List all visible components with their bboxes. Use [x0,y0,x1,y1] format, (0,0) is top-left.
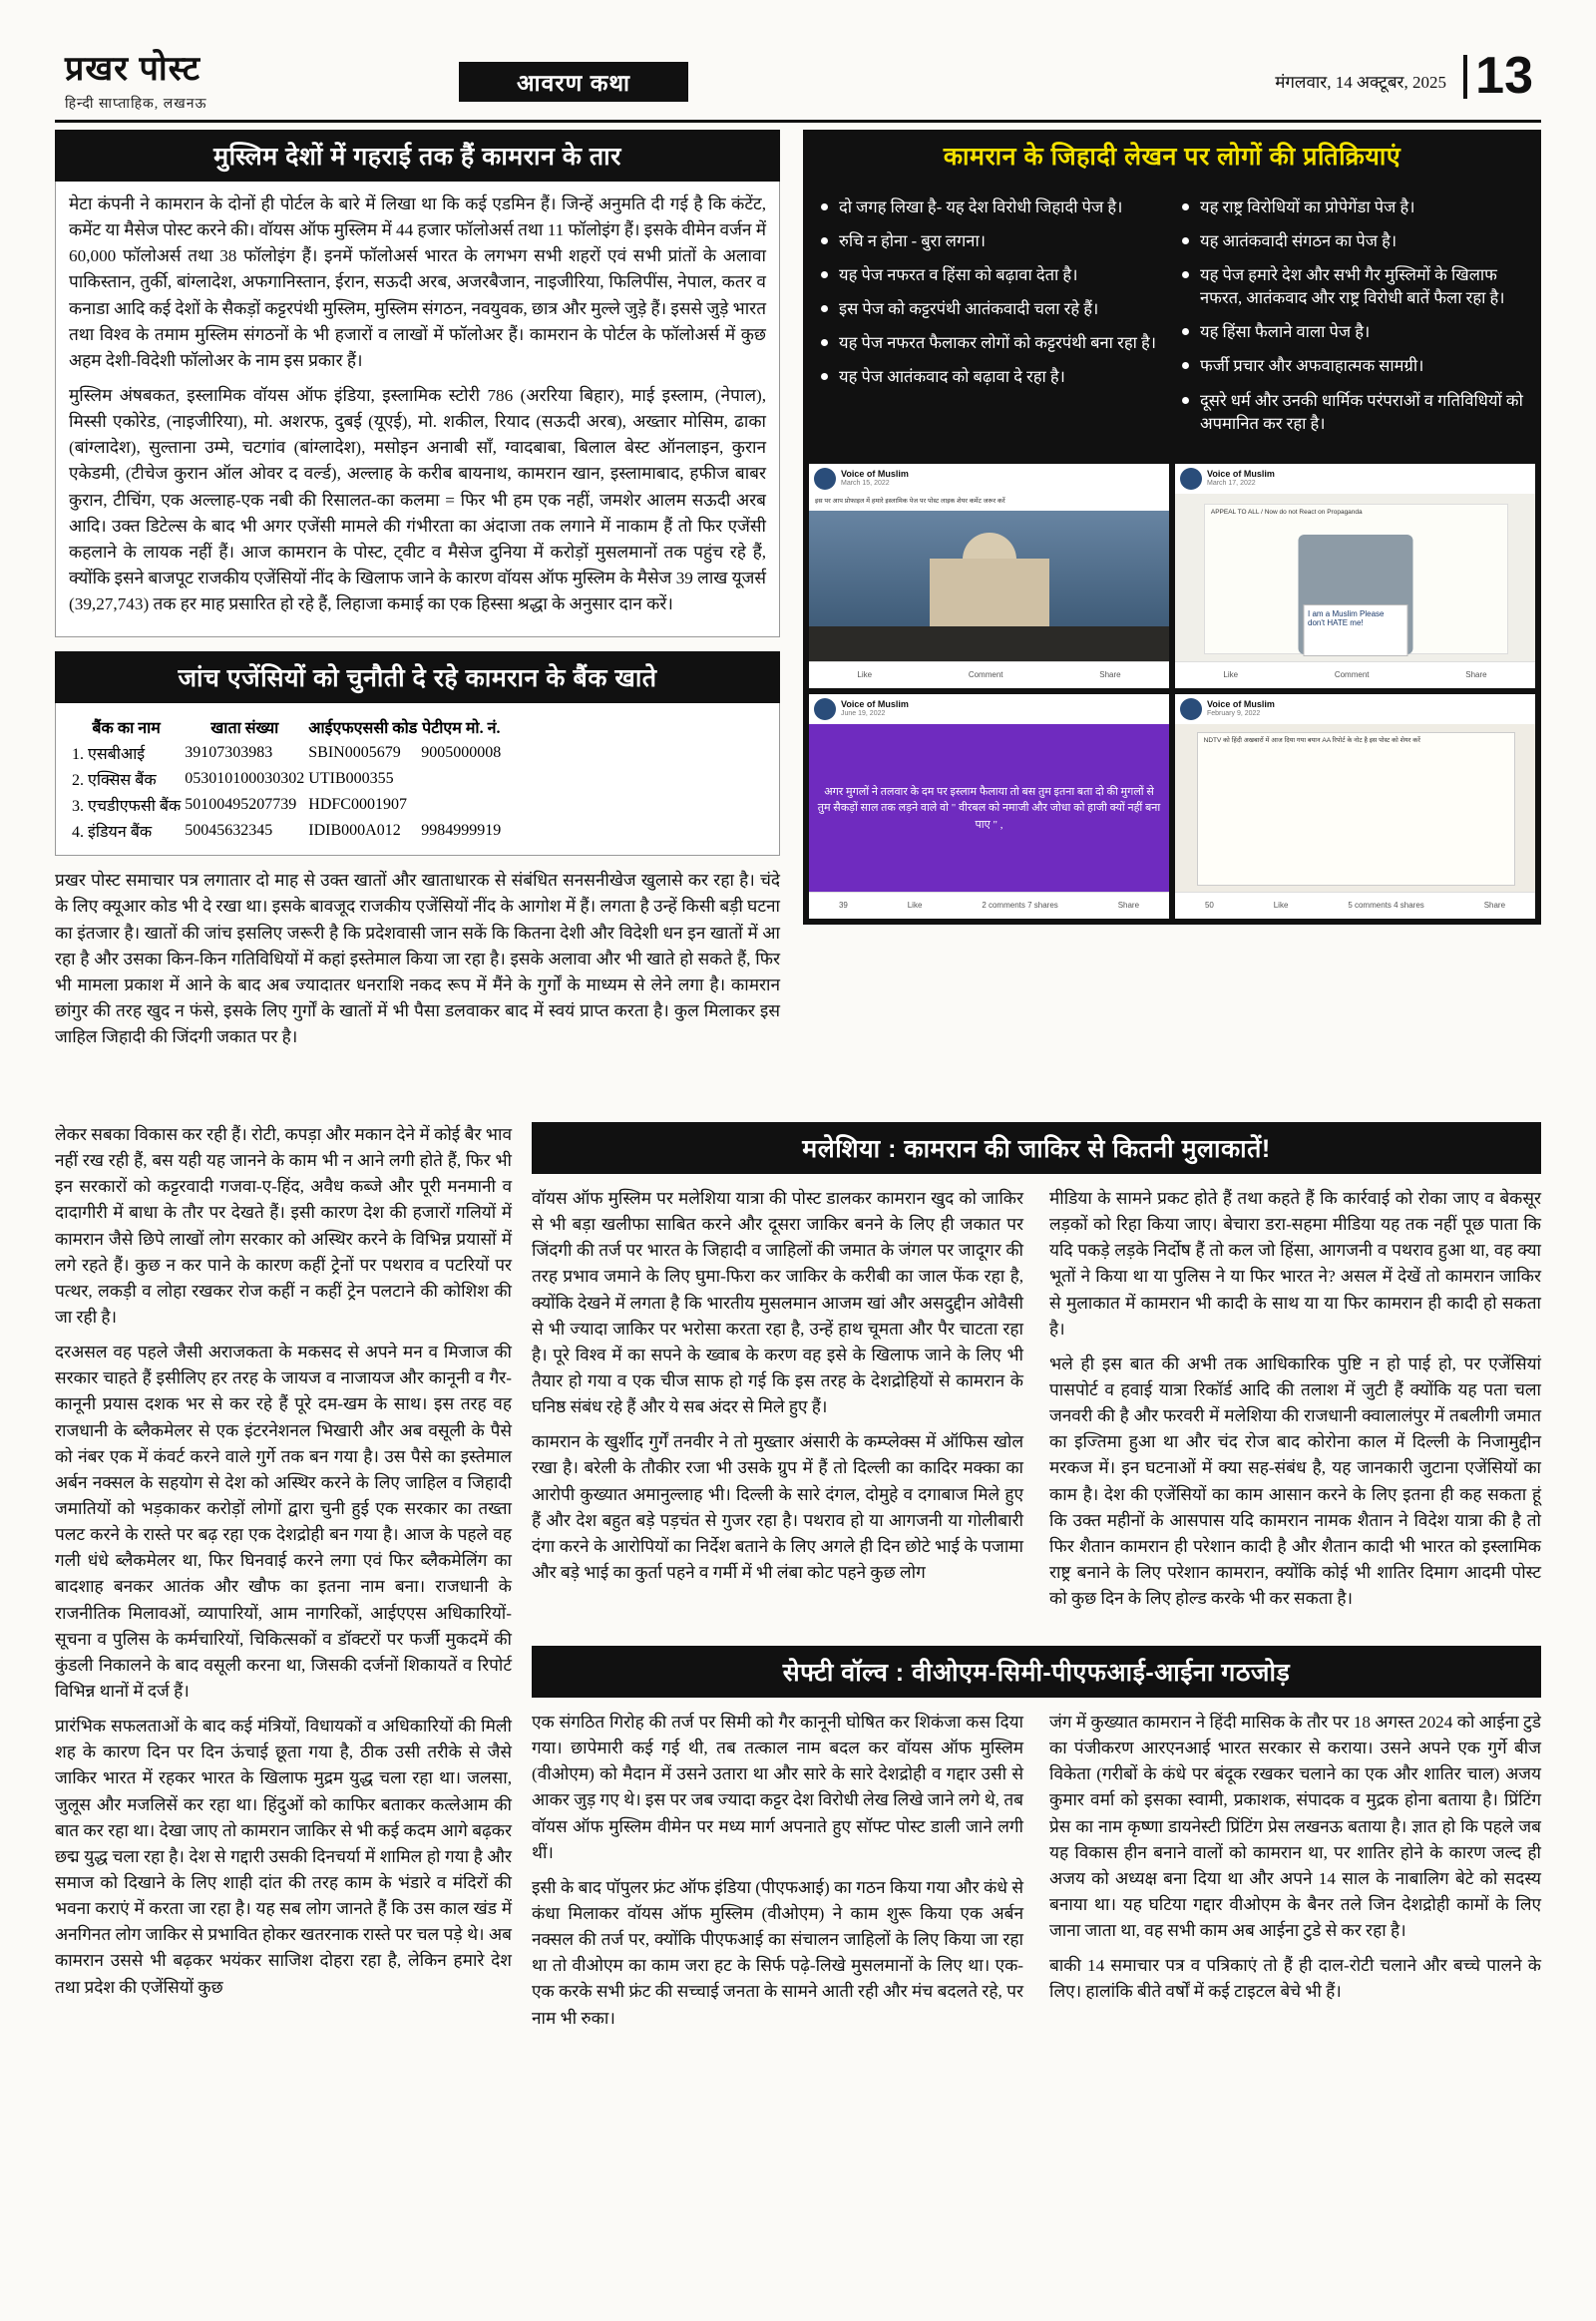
mosque-building [930,559,1049,628]
article1-para-1: मेटा कंपनी ने कामरान के दोनों ही पोर्टल के बारे में लिखा था कि कई एडमिन हैं। जिन्हें अनुमति दी गई है कि कंटेंट, कमेंट या मैसेज पोस्ट करने की। वॉयस ऑफ मुस्लिम में 44 हजार फॉलोअर्स तथा 11 फॉलोइंग हैं। इसके वीमेन वर्जन में 60,000 फॉलोअर्स तथा 38 फॉलोइंग हैं। इनमें फॉलोअर्स भारत के लगभग सभी शहरों एवं सभी प्रांतों के अलावा पाकिस्तान, तुर्की, बांग्लादेश, अफगानिस्तान, ईरान, सऊदी अरब, अजरबैजान, नाइजीरिया, फिलिपींस, नेपाल, कतर व कनाडा आदि कई देशों के सैकड़ों कट्टरपंथी मुस्लिम, मुस्लिम संगठन, नवयुवक, छात्र और मुल्ले जुड़े हैं। इससे जुड़े भारत तथा विश्व के तमाम मुस्लिम संगठनों के भी हजारों व लाखों में फॉलोअर हैं। कामरान के पोर्टल के फॉलोअर्स में कुछ अहम देशी-विदेशी फॉलोअर के नाम इस प्रकार हैं। [69,194,766,370]
left-continued-column [55,1122,512,2010]
table-row [71,741,502,765]
article2-para: प्रखर पोस्ट समाचार पत्र लगातार दो माह से उक्त खातों और खाताधारक से संबंधित सनसनीखेज खुलासे कर रहा है। चंदे के लिए क्यूआर कोड भी दे रखा था। इसके बावजूद राजकीय एजेंसियों नींद के आगोश में हैं। लगता है उन्हें किसी बड़ी घटना का इंतजार है। खातों की जांच इसलिए जरूरी है कि प्रदेशवासी जान सकें कि कितना देशी और विदेशी धन इन खातों में आ रहा है और उसका किन-किन गतिविधियों में कहां इस्तेमाल किया जा रहा है। इसके अलावा और भी खाते हो सकते हैं, फिर भी मामला प्रकाश में आने के बाद अब ज्यादातर धनराशि नकद रूप में मैंने के गुर्गों के माध्यम से लेने लगा है। कामरान छांगुर की तरह खुद न फंसे, इसके लिए गुर्गों के खातों में भी पैसा डलवाकर बाद में स्वयं प्राप्त करता है। कुल मिलाकर इस जाहिल जिहादी की जिंदगी जकात पर है। [55,871,780,1047]
table-row [71,793,502,817]
th-ifsc: आईएफएससी कोड [308,720,418,738]
cell-account: 50100495207739 [185,796,297,814]
like-button[interactable]: Like [857,670,873,680]
cell-paytm: 9005000008 [421,744,502,762]
avatar [1180,698,1202,720]
article4-para-3: जंग में कुख्यात कामरान ने हिंदी मासिक के तौर पर 18 अगस्त 2024 को आईना टुडे का पंजीकरण आरएनआई भारत सरकार से कराया। उसने अपने एक गुर्गे बीज विकेता (गरीबों के कंधे पर बंदूक रखकर चलाने का एक और शातिर चाल) अजय कुमार वर्मा को इसका स्वामी, प्रकाशक, संपादक व मुद्रक होना बताया है। प्रिंटिंग प्रेस का नाम कृष्णा डायनेस्टी प्रिंटिंग प्रेस लखनऊ बताया है। ज्ञात हो कि पहले जब यह विकास हीन बनाने वालों को कामरान था, पर शातिर होने के कारण जल्द ही अजय को अध्यक्ष बना दिया था और अपने 14 साल के नाबालिग बेटे को सदस्य बनाया था। यह घटिया गद्दार वीओएम के बैनर तले जिन देशद्रोही कामों के लिए जाना जाता था, वह सभी काम अब आईना टुडे से कर रहा है। [1049,1713,1541,1941]
article2-headline: जांच एजेंसियों को चुनौती दे रहे कामरान के बैंक खाते [55,651,780,703]
article4-para-4: बाकी 14 समाचार पत्र व पत्रिकाएं तो हैं ही दाल-रोटी चलाने और बच्चे पालने के लिए। हालांकि बीते वर्षों में कई टाइटल बेचे भी हैं। [1049,1956,1541,2002]
sign-text: I am a Muslim Please don't HATE me! [1303,604,1407,656]
list-item: यह पेज हमारे देश और सभी गैर मुस्लिमों के खिलाफ नफरत, आतंकवाद और राष्ट्र विरोधी बातें फैला रहा है। [1180,263,1525,309]
cell-account: 39107303983 [185,744,273,762]
th-paytm: पेटीएम मो. नं. [422,720,501,738]
share-button[interactable]: Share [1099,670,1121,680]
avatar [814,468,836,490]
cell-bank: 4. इंडियन बैंक [72,824,153,842]
post-image [1175,724,1535,893]
list-item: दूसरे धर्म और उनकी धार्मिक परंपराओं व गतिविधियों को अपमानित कर रहा है। [1180,389,1525,435]
article1-headline: मुस्लिम देशों में गहराई तक हैं कामरान के तार [55,130,780,182]
cell-paytm: 9984999919 [421,822,502,840]
share-button[interactable]: Share [1117,901,1140,911]
cont-para-2: दरअसल वह पहले जैसी अराजकता के मकसद से अपने मन व मिजाज की सरकार चाहते हैं इसीलिए हर तरह के जायज व नाजायज और कानूनी व गैर-कानूनी प्रयास दशक भर से कर रहे हैं पूरे दम-खम के साथ। इस तरह वह राजधानी के ब्लैकमेलर से एक इंटरनेशनल भिखारी और अब वसूली के पैसे को नंबर एक में कंवर्ट करने वाले गुर्गे तक बन गया है। उस पैसे का इस्तेमाल अर्बन नक्सल के सहयोग से देश को अस्थिर करने के लिए जाहिल व जिहादी जमातियों को भड़काकर करोड़ों लोगों द्वारा चुनी हुई एक सरकार का तख्ता पलट करने के रास्ते पर बढ़ रहा एक देशद्रोही बन गया है। आज के पहले वह गली धंधे ब्लैकमेलर था, फिर घिनवाई करने लगा एवं फिर ब्लैकमेलिंग का बादशाह बनकर आतंक और खौफ का इतना नाम बना। राजधानी के राजनीतिक मिलावओं, व्यापारियों, आम नागरिकों, आईएएस अधिकारियों- सूचना व पुलिस के कर्मचारियों, चिकित्सकों व डॉक्टरों पर फर्जी मुकदमें की कुंडली निकालने के बाद वसूली करना था, जिसकी दर्जनों शिकायतें व रिपोर्ट विभिन्न थानों में दर्ज हैं। [55,1343,512,1701]
list-item: यह पेज नफरत व हिंसा को बढ़ावा देता है। [819,263,1164,286]
article4-body [532,1710,1541,2041]
post-caption: इस पर आप प्रोफाइल में हमारे इस्लामिक पेज पर पोस्ट लाइक शेयर कमेंट जरूर करें [809,494,1169,511]
article3-para-2: कामरान के खुर्शीद गुर्गें तनवीर ने तो मुख्तार अंसारी के कम्प्लेक्स में ऑफिस खोल रखा है। बरेली के तौकीर रजा भी उसके ग्रुप में हैं तो दिल्ली का कादिर मक्का का आरोपी कुख्यात अमानुल्लाह भी। दिल्ली के सारे दंगल, दोमुहे व दगाबाज मिले हुए हैं और देश बहुत बड़े पड़चंत से गुजर रहा है। पथराव हो या आगजनी या गोलीबारी दंगा करने के आरोपियों का निर्देश बताने के लिए अगले ही दिन छोटे भाई के पजामा और बड़े भाई का कुर्ता पहने व गर्मी में भी लंबा कोट पहने कुछ लोग [532,1432,1023,1582]
cell-bank: 3. एचडीएफसी बैंक [72,798,182,816]
article4-headline: सेफ्टी वॉल्व : वीओएम-सिमी-पीएफआई-आईना गठजोड़ [532,1646,1541,1698]
like-count: 50 [1204,901,1214,911]
cell-paytm [420,793,502,817]
post-actions [1175,892,1535,919]
article1-body [55,182,780,637]
post-image [809,494,1169,662]
list-item: रुचि न होना - बुरा लगना। [819,229,1164,252]
list-item: फर्जी प्रचार और अफवाहात्मक सामग्री। [1180,354,1525,377]
cell-ifsc: UTIB000355 [308,770,394,788]
list-item: दो जगह लिखा है- यह देश विरोधी जिहादी पेज है। [819,195,1164,218]
table-row [71,819,502,843]
like-button[interactable]: Like [907,901,923,911]
cell-ifsc: SBIN0005679 [308,744,401,762]
reactions-right-list [1180,195,1525,446]
post-header [1175,464,1535,494]
list-item: यह पेज आतंकवाद को बढ़ावा दे रहा है। [819,365,1164,388]
post-header [809,694,1169,724]
article3 [532,1122,1541,1621]
comment-count: 2 comments 7 shares [982,901,1058,911]
section-label: आवरण कथा [459,62,688,102]
right-column [803,130,1541,925]
post-author: Voice of Muslim [1207,699,1275,710]
paper-subtitle: हिन्दी साप्ताहिक, लखनऊ [65,97,207,112]
post-actions [809,661,1169,688]
post-header [1175,694,1535,724]
article3-para-3: मीडिया के सामने प्रकट होते हैं तथा कहते हैं कि कार्रवाई को रोका जाए व बेकसूर लड़कों को रिहा किया जाए। बेचारा डरा-सहमा मीडिया यह तक नहीं पूछ पाता कि यदि पकड़े लड़के निर्दोष हैं तो कल जो हिंसा, आगजनी व पथराव हुआ था, वह क्या भूतों ने किया था या पुलिस ने या फिर भारत ने? असल में देखें तो कामरान जाकिर से मुलाकात में कामरान भी कादी के साथ या या फिर कामरान ही कादी हो सकता है। [1049,1189,1541,1339]
article3-body [532,1186,1541,1621]
document-scan [1197,732,1516,886]
article4 [532,1646,1541,2041]
post-author: Voice of Muslim [841,699,909,710]
comment-button[interactable]: Comment [1334,670,1370,680]
crowd [809,626,1169,662]
post-actions [809,892,1169,919]
table-row [71,767,502,791]
reactions-box [803,182,1541,458]
cont-para-1: लेकर सबका विकास कर रही हैं। रोटी, कपड़ा और मकान देने में कोई बैर भाव नहीं रख रही हैं, बस यही यह जानने के काम भी न आने लगी होते हैं, फिर भी इन सरकारों को कट्टरवादी गजवा-ए-हिंद, अवैध कब्जे और पूरी मनमानी व दादागीरी में बाधा के तौर पर देखते हैं। इसी कारण देश की हजारों गलियों में कामरान जैसे छिपे लाखों लोग सरकार को अस्थिर करने के विभिन्न प्रयासों में लगे रहते हैं। कुछ न कर पाने के कारण कहीं ट्रेनों पर पथराव व पटरियों पर पत्थर, लकड़ी व लोहा रखकर रोज कहीं न कहीं ट्रेन पलटाने की कोशिश की जा रही है। [55,1125,512,1327]
paper-name: प्रखर पोस्ट [65,50,200,88]
list-item: इस पेज को कट्टरपंथी आतंकवादी चला रहे हैं। [819,297,1164,320]
left-column [55,130,780,1059]
facebook-post-screenshot-3 [809,694,1169,919]
page-number-text: 13 [1475,47,1533,105]
post-author: Voice of Muslim [1207,469,1275,480]
cell-account: 053010100030302 [185,770,305,788]
avatar [814,698,836,720]
reactions-left-list [819,195,1164,446]
masthead [55,40,1541,123]
th-account-number: खाता संख्या [210,720,279,738]
post-header [809,464,1169,494]
post-quote: अगर मुगलों ने तलवार के दम पर इस्लाम फैलाया तो बस तुम इतना बता दो की मुगलों से तुम सैकड़ों साल तक लड़ने वाले वो " वीरबल को नमाजी और जोधा को हाजी क्यों नहीं बना पाए " , [817,785,1161,831]
share-button[interactable]: Share [1483,901,1506,911]
share-button[interactable]: Share [1465,670,1487,680]
comment-button[interactable]: Comment [968,670,1003,680]
cell-paytm [420,767,502,791]
article1-para-2: मुस्लिम अंषबकत, इस्लामिक वॉयस ऑफ इंडिया, इस्लामिक स्टोरी 786 (अररिया बिहार), माई इस्लाम, (नेपाल), मिस्सी एकोरेड, (नाइजीरिया), मो. अशरफ, दुबई (यूएई), मो. शकील, रियाद (सऊदी अरब), अख्तार मोसिम, ढाका (बांग्लादेश), सुल्ताना उम्मे, चटगांव (बांग्लादेश), मसोइन अनाबी साँ, ग्वादबाबा, बिलाल बेस्ट ऑनलाइन, कुरान एकेडमी, (टीचेज कुरान ऑल ओवर द वर्ल्ड), अल्लाह के करीब बायनाथ, कामरान खान, इस्लामाबाद, हफीज बाबर कुरान, टीचिंग, एक अल्लाह-एक नबी की रिसालत-का कलमा = फिर भी हम एक नहीं, जमशेर आलम सऊदी अरब आदि। उक्त डिटेल्स के बाद भी अगर एजेंसी मामले की गंभीरता का अंदाजा तक लगाने में नाकाम हैं तो फिर एजेंसी कहलाने के लायक नहीं हैं। आज कामरान के पोस्ट, ट्वीट व मैसेज दुनिया में करोड़ों मुसलमानों तक पहुंच रहे हैं, क्योंकि इसने बाजपूट राजकीय एजेंसियों नींद के खिलाफ जाने के कारण वॉयस ऑफ मुस्लिम के मैसेज 39 लाख यूजर्स (39,27,743) तक हर माह प्रसारित हो रहे हैं, लिहाजा कमाई का एक हिस्सा श्रद्धा के अनुसार दान करें। [69,385,766,614]
cell-bank: 2. एक्सिस बैंक [72,772,157,790]
cell-account: 50045632345 [185,822,273,840]
th-bank-name: बैंक का नाम [92,720,161,738]
facebook-post-screenshot-1 [809,464,1169,688]
post-date: February 9, 2022 [1207,710,1261,718]
article4-para-2: इसी के बाद पॉपुलर फ्रंट ऑफ इंडिया (पीएफआई) का गठन किया गया और कंधे से कंधा मिलाकर वॉयस ऑफ मुस्लिम (वीओएम) ने काम शुरू किया एक अर्बन नक्सल की तर्ज पर, क्योंकि पीएफआई का संचालन जाहिलों के लिए किया जा रहा था तो वीओएम का काम जरा हट के सिर्फ पढ़े-लिखे मुसलमानों के लिए था। एक-एक करके सभी फ्रंट की सच्चाई जनता के सामने आती रही और मंच बदलते रहे, पर नाम भी रुका। [532,1877,1023,2028]
post-caption: APPEAL TO ALL / Now do not React on Propaganda [1210,508,1363,516]
dateline: मंगलवार, 14 अक्टूबर, 2025 [1275,73,1446,92]
screenshot-gallery [803,458,1541,925]
list-item: यह पेज नफरत फैलाकर लोगों को कट्टरपंथी बना रहा है। [819,331,1164,354]
list-item: यह आतंकवादी संगठन का पेज है। [1180,229,1525,252]
article4-para-1: एक संगठित गिरोह की तर्ज पर सिमी को गैर कानूनी घोषित कर शिकंजा कस दिया गया। छापेमारी कई गई थी, तब तत्काल नाम बदल कर वॉयस ऑफ मुस्लिम (वीओएम) को मैदान में उसने उतारा था और सारे के सारे देशद्रोही व गद्दार उसी से आकर जुड़ गए थे। इस पर जब ज्यादा कट्टर देश विरोधी लेख लिखे जाने लगे थे, तब वॉयस ऑफ मुस्लिम वीमेन पर मध्य मार्ग अपनाते हुए सॉफ्ट पोस्ट डाली जाने लगी थीं। [532,1713,1023,1862]
cont-para-3: प्रारंभिक सफलताओं के बाद कई मंत्रियों, विधायकों व अधिकारियों की मिली शह के कारण दिन पर दिन ऊंचाई छूता गया है, ठीक उसी तरीके से जैसे जाकिर भारत में रहकर भारत के खिलाफ मुद्रम युद्ध चला रहा था। जलसा, जुलूस और मजलिसें कर रहा था। हिंदुओं को काफिर बताकर कत्लेआम की बात कर रहा था। देखा जाए तो कामरान जाकिर से भी कई कदम आगे बढ़कर छद्म युद्ध चला रहा है। देश से गद्दारी उसकी दिनचर्या में शामिल हो गया है और समाज को दिखाने के लिए शाही दांत की तरह काम के भंडारे व मंदिरों की भवना कराएं में करता जा रहा है। यह सब लोग जानते हैं कि उस काल खंड में अनगिनत लोग जाकिर से प्रभावित होकर खतरनाक रास्ते पर चल पड़े थे। अब कामरान उससे भी बढ़कर भयंकर साजिश दोहरा रहा है, लेकिन हमारे देश तथा प्रदेश की एजेंसियों कुछ [55,1717,512,1997]
article2-body [55,868,780,1050]
article3-para-4: भले ही इस बात की अभी तक आधिकारिक पुष्टि न हो पाई हो, पर एजेंसियां पासपोर्ट व हवाई यात्रा रिकॉर्ड आदि की तलाश में जुटी हैं क्योंकि यह पता चला जनवरी की है और फरवरी में मलेशिया की राजधानी क्वालालंपुर में तबलीगी जमात का इज्तिमा हुआ था और चंद रोज बाद कोरोना काल में दिल्ली के निजामुद्दीन मरकज में। इन घटनाओं में क्या सह-संबंध है, यह जानकारी जुटाना एजेंसियों का काम है। देश की एजेंसियों का काम आसान करने के लिए इतना ही कह सकता हूं कि उक्त महीनों के आसपास यदि कामरान नामक शैतान ने विदेश यात्रा की है तो फिर शैतान कामरान ही परेशान कादी है और शैतान कादी भी भारत को इस्लामिक राष्ट्र बनाने के लिए परेशान कामरान, क्योंकि कोई भी शातिर दिमाग आदमी पोस्ट को कुछ दिन के लिए होल्ड करके भी कर सकता है। [1049,1354,1541,1609]
post-date: March 17, 2022 [1207,480,1256,488]
post-date: March 15, 2022 [841,480,890,488]
article3-para-1: वॉयस ऑफ मुस्लिम पर मलेशिया यात्रा की पोस्ट डालकर कामरान खुद को जाकिर से भी बड़ा खलीफा साबित करने और दूसरा जाकिर बनने के लिए ही जकात पर जिंदगी की तर्ज पर भारत के जिहादी व जाहिलों की जमात के जंगल पर जादूगर की तरह प्रभाव जमाने के लिए घुमा-फिरा कर जाकिर के करीबी का जाल फेंक रहा है, क्योंकि देखने में लगता है कि भारतीय मुसलमान आजम खां और असदुद्दीन ओवैसी से भी ज्यादा जाकिर पर भरोसा करता रहा है, उन्हें हाथ चूमता और पैर चाटता रहा है। पूरे विश्व में का सपने के ख्वाब के करण वह इसे के खिलाफ जाने के लिए भी तैयार हो गया व एक चीज साफ हो गई कि इस तरह के देशद्रोहियों से कामरान के घनिष्ठ संबंध रहे हैं और ये सब अंदर से मिले हुए हैं। [532,1189,1023,1417]
avatar [1180,468,1202,490]
post-author: Voice of Muslim [841,469,909,480]
paper-logo [65,44,206,113]
post-caption: NDTV को हिंदी अखबारों में आज दिया गया बयान AA रिपोर्ट के नोट है इस पोस्ट को शेयर करें [1203,737,1420,745]
list-item: यह हिंसा फैलाने वाला पेज है। [1180,320,1525,343]
cell-ifsc: HDFC0001907 [308,796,407,814]
facebook-post-screenshot-4 [1175,694,1535,919]
page-number [1463,46,1533,106]
like-button[interactable]: Like [1223,670,1239,680]
cell-ifsc: IDIB000A012 [308,822,401,840]
list-item: यह राष्ट्र विरोधियों का प्रोपेगेंडा पेज है। [1180,195,1525,218]
post-image [809,724,1169,893]
comment-count: 5 comments 4 shares [1348,901,1424,911]
cell-bank: 1. एसबीआई [72,746,146,764]
like-button[interactable]: Like [1273,901,1289,911]
like-count: 39 [838,901,848,911]
post-image [1175,494,1535,662]
article3-headline: मलेशिया : कामरान की जाकिर से कितनी मुलाकातें! [532,1122,1541,1174]
table-header-row [71,715,502,739]
bank-accounts-table [69,713,504,845]
facebook-post-screenshot-2 [1175,464,1535,688]
post-actions [1175,661,1535,688]
bank-table-box [55,703,780,856]
post-date: June 19, 2022 [841,710,886,718]
reactions-headline: कामरान के जिहादी लेखन पर लोगों की प्रतिक्रियाएं [803,130,1541,182]
